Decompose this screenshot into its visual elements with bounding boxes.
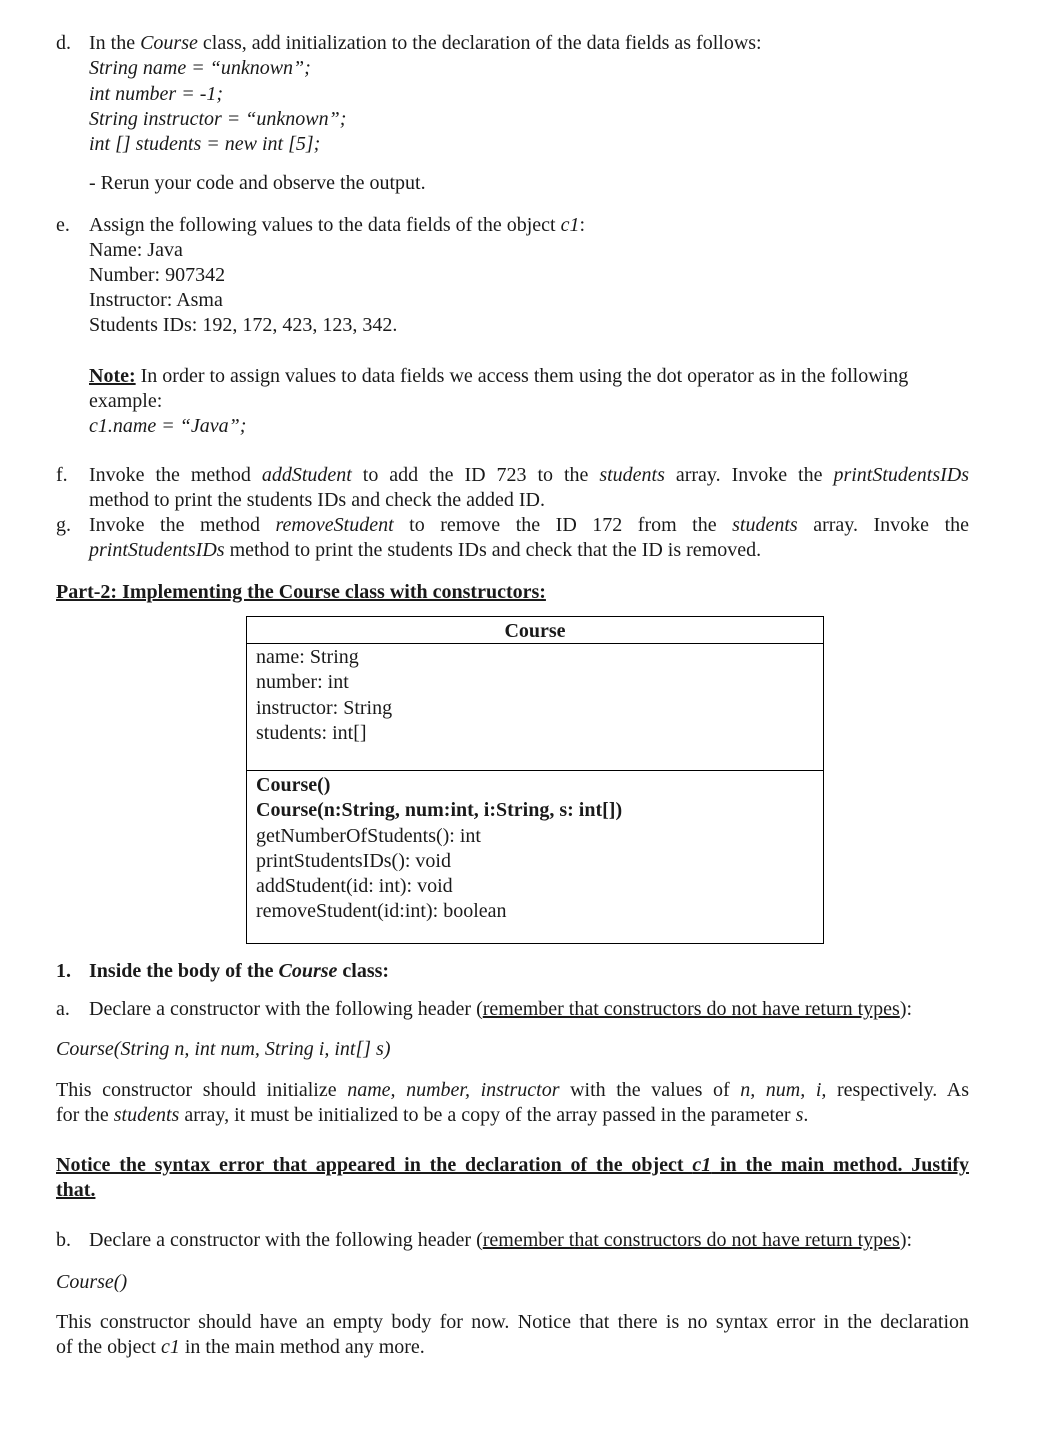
code-line: int [] students = new int [5]; — [89, 133, 321, 155]
item-d-marker: d. — [56, 32, 71, 54]
paragraph-line: This constructor should initialize name, number, instructor with the values of n, num, i, respectively. As — [56, 1079, 970, 1101]
code-line: c1.name = “Java”; — [89, 415, 247, 437]
note-line: Note: In order to assign values to data fields we access them using the dot operator as in the following — [89, 365, 909, 387]
section-heading: Part-2: Implementing the Course class with constructors: — [56, 581, 546, 603]
code-line: String instructor = “unknown”; — [89, 108, 347, 130]
value-line: Instructor: Asma — [89, 289, 223, 311]
item-e-marker: e. — [56, 214, 70, 236]
uml-constructor: Course() — [256, 774, 331, 796]
constructor-header: Course() — [56, 1271, 128, 1293]
item-g-line2: printStudentsIDs method to print the students IDs and check that the ID is removed. — [89, 539, 762, 561]
uml-methods — [247, 771, 823, 925]
uml-attribute: name: String — [256, 646, 359, 668]
uml-attributes — [247, 644, 823, 771]
note-line: example: — [89, 390, 163, 412]
item-f-line2: method to print the students IDs and check the added ID. — [89, 489, 545, 511]
uml-method: removeStudent(id:int): boolean — [256, 900, 507, 923]
notice-line: that. — [56, 1179, 96, 1201]
uml-class-name: Course — [247, 617, 823, 644]
paragraph-line: of the object c1 in the main method any more. — [56, 1336, 425, 1358]
uml-method: printStudentsIDs(): void — [256, 849, 451, 872]
rerun-instruction: - Rerun your code and observe the output. — [89, 172, 426, 194]
code-line: int number = -1; — [89, 83, 224, 105]
item-d-line1: In the Course class, add initialization to the declaration of the data fields as follows: — [89, 32, 762, 54]
step-1-marker: 1. — [56, 960, 71, 982]
uml-constructor: Course(n:String, num:int, i:String, s: int[]) — [256, 799, 623, 822]
paragraph-line: This constructor should have an empty body for now. Notice that there is no syntax error in the declaration — [56, 1311, 969, 1333]
item-b-marker: b. — [56, 1229, 71, 1251]
note-label: Note: — [89, 365, 136, 387]
uml-attribute: students: int[] — [256, 721, 367, 744]
item-f-marker: f. — [56, 464, 68, 486]
item-e-line1: Assign the following values to the data fields of the object c1: — [89, 214, 586, 236]
item-a-marker: a. — [56, 998, 70, 1020]
uml-attribute: number: int — [256, 671, 349, 694]
code-line: String name = “unknown”; — [89, 57, 311, 79]
paragraph-line: for the students array, it must be initialized to be a copy of the array passed in the parameter s. — [56, 1104, 809, 1126]
value-line: Name: Java — [89, 239, 183, 261]
value-line: Students IDs: 192, 172, 423, 123, 342. — [89, 314, 398, 336]
item-g-marker: g. — [56, 514, 71, 536]
uml-class-box — [246, 616, 824, 944]
item-g-line1: Invoke the method removeStudent to remove the ID 172 from the students array. Invoke the — [89, 514, 969, 536]
item-a-line1: Declare a constructor with the following header (remember that constructors do not have return types): — [89, 998, 913, 1020]
item-f-line1: Invoke the method addStudent to add the ID 723 to the students array. Invoke the printStudentsIDs — [89, 464, 969, 486]
item-b-line1: Declare a constructor with the following header (remember that constructors do not have return types): — [89, 1229, 913, 1251]
step-1-title: Inside the body of the Course class: — [89, 960, 390, 982]
uml-attribute: instructor: String — [256, 696, 393, 719]
constructor-header: Course(String n, int num, String i, int[] s) — [56, 1038, 391, 1060]
notice-line: Notice the syntax error that appeared in the declaration of the object c1 in the main method. Justify — [56, 1154, 970, 1176]
value-line: Number: 907342 — [89, 264, 226, 286]
uml-method: getNumberOfStudents(): int — [256, 824, 481, 847]
uml-method: addStudent(id: int): void — [256, 875, 453, 898]
